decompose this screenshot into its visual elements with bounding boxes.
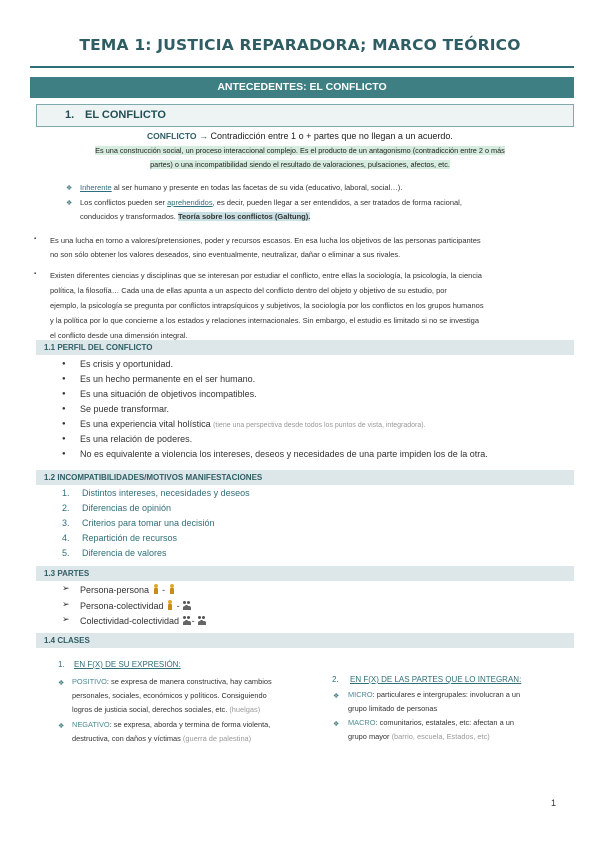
bullet-icon: ● (62, 436, 66, 442)
page-number: 1 (551, 798, 557, 808)
diamond-bullet-icon: ❖ (333, 693, 340, 700)
bullet-icon: ● (62, 391, 66, 397)
definition-line-3 (0, 160, 600, 169)
item-number: 5. (62, 548, 70, 558)
positivo-label: POSITIVO (72, 677, 107, 686)
paragraph-1-line-2: no son sólo obtener los valores deseados, sino eventualmente, neutralizar, dañar o eliminar a sus rivales. (50, 250, 401, 259)
section-number: 1. (65, 109, 75, 121)
parts-item-text (80, 615, 207, 626)
definition-line (0, 131, 600, 141)
definition-text: Contradicción entre 1 o + partes que no llegan a un acuerdo. (210, 131, 453, 141)
parts-item-label: Persona-colectividad (80, 601, 164, 611)
item-text: Distintos intereses, necesidades y deseos (82, 488, 250, 498)
bullet-icon: ● (62, 361, 66, 367)
clases-right-number: 2. (332, 675, 339, 684)
definition-line-2-text: Es una construcción social, un proceso interaccional complejo. Es el producto de un antagonismo (contradicción entre 2 o más (95, 146, 505, 155)
negativo-note: (guerra de palestina) (182, 734, 252, 743)
list-item-note: (tiene una perspectiva desde todos los puntos de vista, integradora). (213, 422, 426, 429)
dash: - (191, 616, 195, 626)
item-number: 1. (62, 488, 70, 498)
diamond-bullet-icon: ❖ (58, 680, 65, 687)
item-number: 4. (62, 533, 70, 543)
aprehendidos-word: aprehendidos (167, 198, 213, 207)
paragraph-2-line-2: política, la filosofía… Cada una de ellas apunta a un aspecto del conflicto dentro del objeto y objetivo de su estudio, por (50, 286, 447, 295)
macro-line-1 (348, 716, 574, 730)
title-rule (30, 66, 574, 68)
definition-line-2 (0, 146, 600, 155)
macro-text-1: : comunitarios, estatales, etc: afectan a un (375, 718, 514, 727)
negativo-text-1: : se expresa, aborda y termina de forma violenta, (109, 720, 271, 729)
paragraph-bullet-icon: ▪ (34, 236, 37, 242)
positivo-text-1: : se expresa de manera constructiva, hay cambios (106, 677, 272, 686)
group-icon (198, 615, 206, 625)
positivo-text-3: logros de justicia social, derechos sociales, etc. (72, 705, 228, 714)
positivo-note: (huelgas) (229, 705, 261, 714)
micro-line-2: grupo limitado de personas (348, 704, 438, 713)
dash: - (162, 585, 166, 595)
diamond-bullet-1-text: al ser humano y presente en todas las facetas de su vida (educativo, laboral, social…). (111, 183, 403, 192)
galtung-theory: Teoría sobre los conflictos (Galtung). (177, 212, 311, 221)
group-icon (183, 600, 191, 610)
clases-left-number: 1. (58, 660, 65, 669)
item-text: Diferencia de valores (82, 548, 167, 558)
diamond-bullet-2-text: , es decir, pueden llegar a ser entendidos, a ser tratados de forma racional, (212, 198, 462, 207)
parts-item-label: Colectividad-colectividad (80, 616, 180, 626)
definition-line-3-text: partes) o una incompatibilidad siendo el resultado de valoraciones, pulsaciones, afectos, etc. (150, 160, 450, 169)
micro-line-1 (348, 688, 574, 702)
definition-arrow: → (199, 131, 208, 141)
parts-item-text (80, 584, 176, 595)
diamond-bullet-1 (80, 180, 566, 195)
diamond-bullet-icon: ❖ (333, 721, 340, 728)
list-item-text: No es equivalente a violencia los intereses, deseos y necesidades de una parte impiden los de la otra. (80, 449, 488, 459)
macro-note: (barrio, escuela, Estados, etc) (391, 732, 490, 741)
diamond-bullet-2-pre: Los conflictos pueden ser (80, 198, 168, 207)
list-item-text (80, 419, 426, 429)
definition-term: CONFLICTO (147, 131, 197, 141)
positivo-line-3 (72, 703, 306, 717)
clases-right-heading: EN F(X) DE LAS PARTES QUE LO INTEGRAN: (350, 675, 522, 684)
list-item-text: Es una situación de objetivos incompatibles. (80, 389, 257, 399)
document-title: TEMA 1: JUSTICIA REPARADORA; MARCO TEÓRICO (79, 36, 521, 54)
person-icon (153, 584, 159, 594)
item-text: Repartición de recursos (82, 533, 178, 543)
list-item-text: Es crisis y oportunidad. (80, 359, 174, 369)
diamond-bullet-icon: ❖ (58, 723, 65, 730)
macro-line-2 (348, 730, 574, 744)
diamond-bullet-icon: ❖ (66, 200, 73, 207)
subsection-heading-1-3: 1.3 PARTES (36, 566, 574, 581)
section-banner: ANTECEDENTES: EL CONFLICTO (30, 77, 574, 98)
paragraph-bullet-icon: ▪ (34, 271, 37, 277)
bullet-icon: ● (62, 451, 66, 457)
bullet-icon: ● (62, 406, 66, 412)
negativo-line-1 (72, 718, 306, 732)
arrow-bullet-icon: ➢ (62, 599, 70, 609)
dash: - (176, 601, 180, 611)
micro-text-1: : particulares e intergrupales: involucran a un (372, 690, 521, 699)
negativo-label: NEGATIVO (72, 720, 110, 729)
person-icon (169, 584, 175, 594)
paragraph-2-line-5: el conflicto desde una dimensión integral. (50, 331, 188, 340)
subsection-heading-1-1: 1.1 PERFIL DEL CONFLICTO (36, 340, 574, 355)
clases-left-heading: EN F(X) DE SU EXPRESIÓN: (74, 660, 181, 669)
item-text: Diferencias de opinión (82, 503, 172, 513)
diamond-bullet-2-line2: conducidos y transformados. (80, 212, 178, 221)
arrow-bullet-icon: ➢ (62, 583, 70, 593)
macro-text-2: grupo mayor (348, 732, 390, 741)
macro-label: MACRO (348, 718, 376, 727)
arrow-bullet-icon: ➢ (62, 614, 70, 624)
diamond-bullet-2-line-2 (80, 209, 566, 224)
subsection-heading-1-2: 1.2 INCOMPATIBILIDADES/MOTIVOS MANIFESTACIONES (36, 470, 574, 485)
section-heading-box (36, 104, 574, 127)
diamond-bullet-icon: ❖ (66, 185, 73, 192)
negativo-line-2 (72, 732, 306, 746)
parts-item-label: Persona-persona (80, 585, 150, 595)
item-number: 2. (62, 503, 70, 513)
inherente-word: Inherente (80, 183, 112, 192)
item-number: 3. (62, 518, 70, 528)
section-title: EL CONFLICTO (85, 109, 166, 121)
positivo-line-1 (72, 675, 306, 689)
paragraph-2-line-3: ejemplo, la psicología se pregunta por conflictos intrapsíquicos y subjetivos, la sociología por los conflictos en los grupos humanos (50, 301, 484, 310)
micro-label: MICRO (348, 690, 373, 699)
list-item-text: Es un hecho permanente en el ser humano. (80, 374, 256, 384)
bullet-icon: ● (62, 421, 66, 427)
list-item-main: Es una experiencia vital holística (80, 419, 211, 429)
bullet-icon: ● (62, 376, 66, 382)
negativo-text-2: destructiva, con daños y víctimas (72, 734, 181, 743)
paragraph-2-line-1: Existen diferentes ciencias y disciplinas que se interesan por estudiar el conflicto, entre ellas la sociología, la psicología, la ciencia (50, 271, 482, 280)
item-text: Criterios para tomar una decisión (82, 518, 215, 528)
subsection-heading-1-4: 1.4 CLASES (36, 633, 574, 648)
list-item-text: Se puede transformar. (80, 404, 170, 414)
paragraph-1-line-1: Es una lucha en torno a valores/pretensiones, poder y recursos escasos. En esa lucha los objetivos de las personas participantes (50, 236, 481, 245)
diamond-bullet-2 (80, 195, 566, 210)
positivo-line-2: personales, sociales, económicos y políticos. Consiguiendo (72, 691, 267, 700)
list-item-text: Es una relación de poderes. (80, 434, 193, 444)
paragraph-2-line-4: y la política por lo que concierne a los estados y relaciones internacionales. Sin embargo, el estudio es limitado si no se investiga (50, 316, 479, 325)
group-icon (183, 615, 191, 625)
parts-item-text (80, 600, 192, 611)
person-icon (167, 600, 173, 610)
